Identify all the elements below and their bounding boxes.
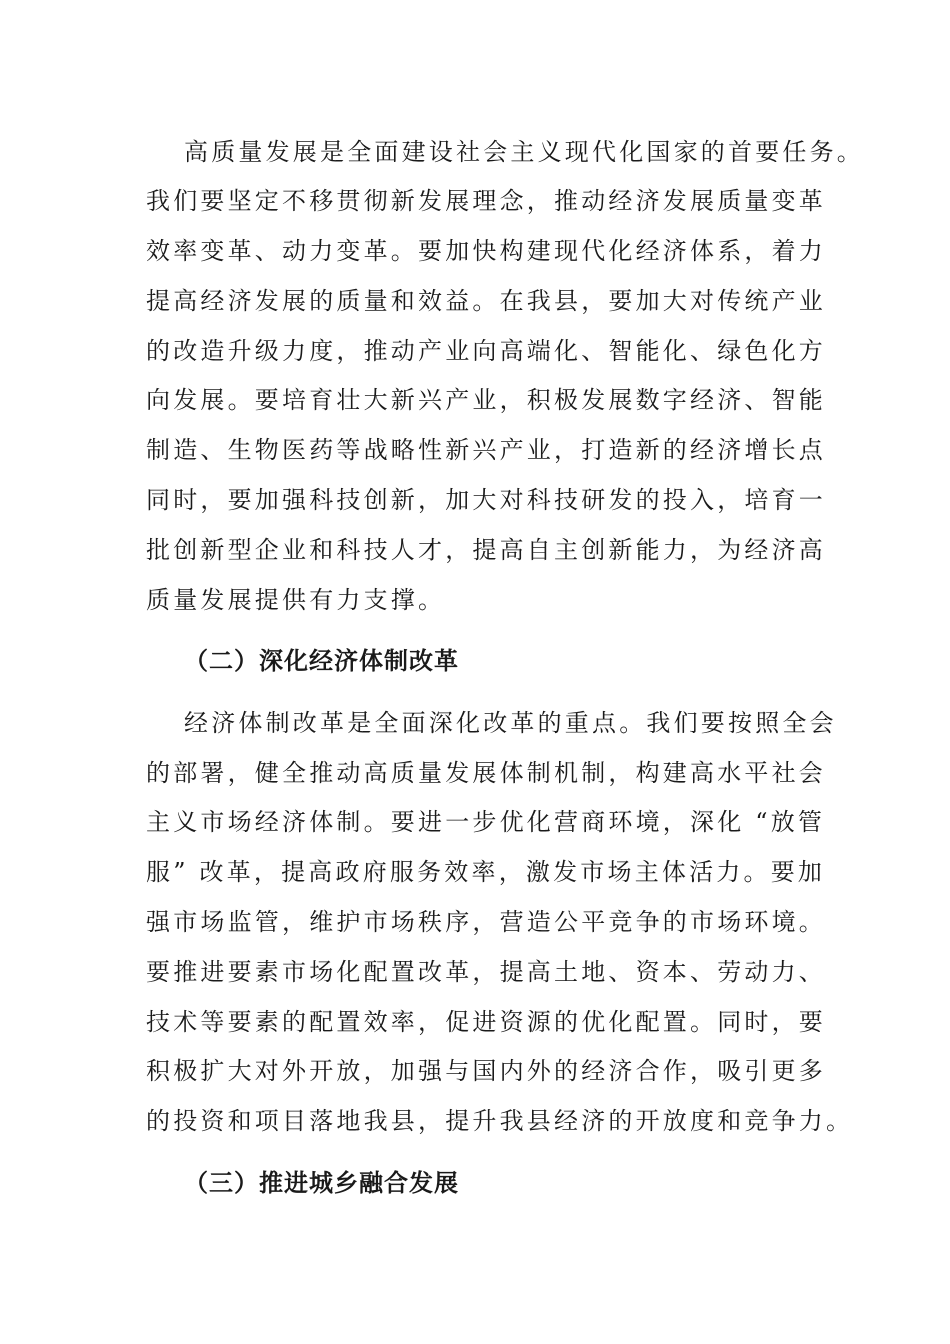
- paragraph-line: 同时，要加强科技创新，加大对科技研发的投入，培育一: [146, 486, 826, 514]
- section-heading: （三）推进城乡融合发展: [184, 1169, 459, 1197]
- paragraph-line: 我们要坚定不移贯彻新发展理念，推动经济发展质量变革: [146, 187, 826, 215]
- paragraph-line: 批创新型企业和科技人才，提高自主创新能力，为经济高: [146, 536, 826, 564]
- paragraph-line: 提高经济发展的质量和效益。在我县，要加大对传统产业: [146, 287, 826, 315]
- paragraph-line: 服” 改革，提高政府服务效率，激发市场主体活力。要加: [146, 858, 826, 886]
- paragraph-line: 技术等要素的配置效率，促进资源的优化配置。同时，要: [146, 1008, 826, 1036]
- paragraph-line: 的投资和项目落地我县，提升我县经济的开放度和竞争力。: [146, 1107, 854, 1135]
- paragraph-line: 积极扩大对外开放，加强与国内外的经济合作，吸引更多: [146, 1057, 826, 1085]
- paragraph-line: 质量发展提供有力支撑。: [146, 586, 446, 614]
- paragraph-line: 主义市场经济体制。要进一步优化营商环境，深化 “放管: [146, 808, 826, 836]
- paragraph-line: 高质量发展是全面建设社会主义现代化国家的首要任务。: [184, 138, 864, 166]
- paragraph-line: 的部署，健全推动高质量发展体制机制，构建高水平社会: [146, 759, 826, 787]
- paragraph-line: 强市场监管，维护市场秩序，营造公平竞争的市场环境。: [146, 908, 826, 936]
- paragraph-line: 经济体制改革是全面深化改革的重点。我们要按照全会: [184, 709, 837, 737]
- paragraph-line: 制造、生物医药等战略性新兴产业，打造新的经济增长点: [146, 436, 826, 464]
- paragraph-line: 要推进要素市场化配置改革，提高土地、资本、劳动力、: [146, 958, 826, 986]
- paragraph-line: 向发展。要培育壮大新兴产业，积极发展数字经济、智能: [146, 386, 826, 414]
- paragraph-line: 的改造升级力度，推动产业向高端化、智能化、绿色化方: [146, 337, 826, 365]
- section-heading: （二）深化经济体制改革: [184, 647, 459, 675]
- paragraph-line: 效率变革、动力变革。要加快构建现代化经济体系，着力: [146, 237, 826, 265]
